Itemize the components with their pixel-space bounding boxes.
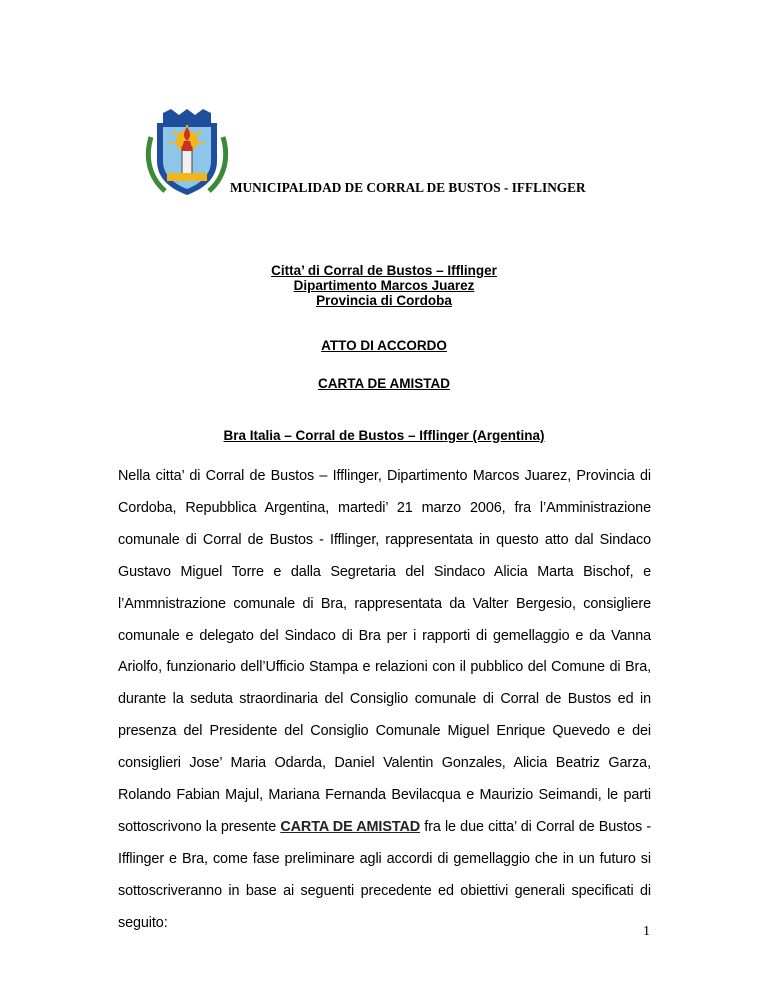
title-block	[100, 263, 668, 308]
title-city: Citta’ di Corral de Bustos – Ifflinger	[271, 263, 497, 278]
title-carta: CARTA DE AMISTAD	[318, 376, 450, 391]
body-inline-carta: CARTA DE AMISTAD	[280, 818, 421, 835]
page-number: 1	[643, 924, 650, 939]
body-text-after: fra le due citta’ di Corral de Bustos - Ifflinger e Bra, come fase preliminare agli accordi di gemellaggio che in un futuro si sottoscriveranno in base ai seguenti precedente ed obiettivi generali specificati di seguito:	[118, 818, 652, 931]
title-province: Provincia di Cordoba	[316, 293, 452, 308]
municipality-heading: MUNICIPALIDAD DE CORRAL DE BUSTOS - IFFLINGER	[230, 180, 586, 195]
title-department: Dipartimento Marcos Juarez	[293, 278, 475, 293]
title-twin-cities: Bra Italia – Corral de Bustos – Ifflinger (Argentina)	[223, 428, 545, 443]
body-text-before: Nella citta’ di Corral de Bustos – Ifflinger, Dipartimento Marcos Juarez, Provincia di Cordoba, Repubblica Argentina, martedi’ 21 marzo 2006, fra l’Amministrazione comunale di Corral de Bustos - Ifflinger, rappresentata in questo atto dal Sindaco Gustavo Miguel Torre e dalla Segretaria del Sindaco Alicia Marta Bischof, e l’Ammnistrazione comunale di Bra, rappresentata da Valter Bergesio, consigliere comunale e delegato del Sindaco di Bra per i rapporti di gemellaggio e da Vanna Ariolfo, funzionario dell’Ufficio Stampa e relazioni con il pubblico del Comune di Bra, durante la seduta straordinaria del Consiglio comunale di Corral de Bustos ed in presenza del Presidente del Consiglio Comunale Miguel Enrique Quevedo e dei consiglieri Jose’ Maria Odarda, Daniel Valentin Gonzales, Alicia Beatriz Garza, Rolando Fabian Majul, Mariana Fernanda Bevilacqua e Maurizio Seimandi, le parti sottoscrivono la presente	[118, 468, 651, 835]
body-paragraph	[118, 461, 651, 940]
title-atto: ATTO DI ACCORDO	[321, 338, 447, 353]
municipal-coat-of-arms-icon	[141, 107, 233, 199]
